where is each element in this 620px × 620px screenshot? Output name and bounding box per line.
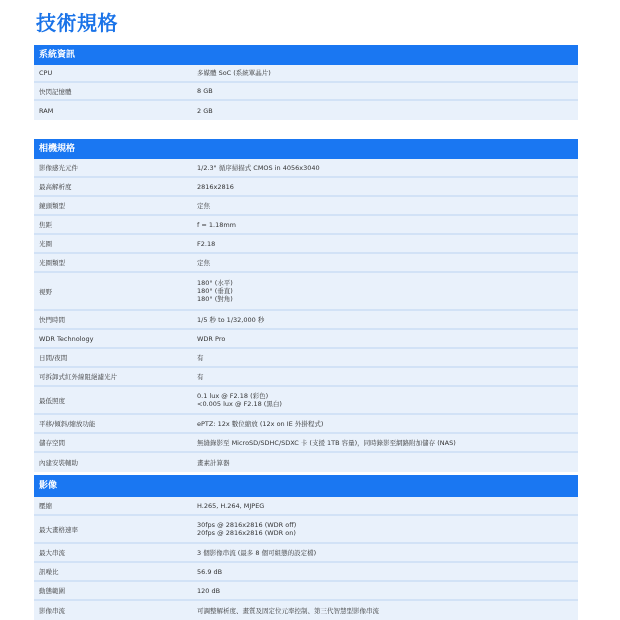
section-header: 系統資訊 [34, 45, 578, 65]
spec-row [34, 453, 578, 472]
spec-value: 56.9 dB [197, 567, 223, 576]
spec-row [34, 178, 578, 197]
spec-label: 最大串流 [39, 549, 65, 557]
spec-value: 畫素計算器 [197, 458, 230, 467]
spec-label: 儲存空間 [39, 439, 65, 447]
spec-row [34, 83, 578, 101]
spec-label: 快閃記憶體 [39, 87, 72, 96]
spec-value: 1/5 秒 to 1/32,000 秒 [197, 315, 265, 324]
spec-row [34, 235, 578, 254]
spec-value: 有 [197, 353, 204, 362]
spec-value: 定焦 [197, 258, 210, 267]
spec-label: 平移/傾斜/縮放功能 [39, 420, 96, 428]
spec-label: 日間/夜間 [39, 354, 68, 362]
spec-row [34, 197, 578, 216]
spec-label: 動態範圍 [39, 587, 65, 595]
section-header: 影像 [34, 475, 578, 497]
spec-value: 3 個影像串流 (最多 8 個可組態的設定檔) [197, 548, 317, 557]
spec-row [34, 601, 578, 620]
spec-label: WDR Technology [39, 334, 94, 343]
spec-row [34, 434, 578, 453]
spec-label: 最低照度 [39, 396, 65, 405]
spec-value: f = 1.18mm [197, 220, 237, 229]
spec-value: 無縫錄影至 MicroSD/SDHC/SDXC 卡 (支援 1TB 容量)，同時錄影至網路附加儲存 (NAS) [197, 438, 456, 447]
spec-value: 0.1 lux @ F2.18 (彩色) <0.005 lux @ F2.18 (黑白) [197, 392, 282, 408]
spec-row [34, 563, 578, 582]
spec-label: CPU [39, 69, 53, 77]
spec-row [34, 65, 578, 83]
spec-value: 2 GB [197, 106, 213, 115]
spec-label: 快門時間 [39, 316, 65, 324]
spec-value: 120 dB [197, 586, 221, 595]
spec-value: 1/2.3" 循序掃描式 CMOS in 4056x3040 [197, 163, 320, 172]
section-system-info [34, 45, 578, 120]
spec-row [34, 101, 578, 120]
spec-value: 30fps @ 2816x2816 (WDR off) 20fps @ 2816x2816 (WDR on) [197, 521, 297, 537]
spec-label: 內建安裝輔助 [39, 459, 78, 467]
spec-label: 鏡頭類型 [39, 202, 65, 210]
page-title: 技術規格 [36, 11, 118, 35]
spec-row [34, 311, 578, 330]
spec-value: 多媒體 SoC (系統單晶片) [197, 69, 271, 77]
spec-row [34, 544, 578, 563]
spec-label: RAM [39, 106, 54, 115]
spec-label: 視野 [39, 287, 52, 296]
spec-row [34, 349, 578, 368]
spec-row [34, 368, 578, 387]
spec-value: 可調整解析度、畫質及固定位元率控制、第三代智慧型影像串流 [197, 606, 379, 615]
section-video [34, 475, 578, 620]
spec-row [34, 330, 578, 349]
section-camera-specs [34, 139, 578, 472]
spec-label: 光圈 [39, 240, 52, 248]
spec-label: 壓縮 [39, 502, 52, 510]
spec-row [34, 254, 578, 273]
spec-label: 影像感光元件 [39, 164, 78, 172]
spec-row [34, 273, 578, 311]
spec-value: 180° (水平) 180° (垂直) 180° (對角) [197, 279, 233, 303]
spec-row [34, 216, 578, 235]
spec-row [34, 516, 578, 544]
spec-row [34, 497, 578, 516]
spec-value: F2.18 [197, 239, 216, 248]
spec-label: 焦距 [39, 221, 52, 229]
spec-value: 定焦 [197, 201, 210, 210]
spec-label: 最大畫格速率 [39, 525, 78, 534]
spec-row [34, 387, 578, 415]
spec-row [34, 415, 578, 434]
spec-value: 8 GB [197, 87, 213, 95]
spec-value: ePTZ: 12x 數位縮放 (12x on IE 外掛程式) [197, 419, 324, 428]
spec-label: 影像串流 [39, 607, 65, 615]
spec-value: 2816x2816 [197, 182, 234, 191]
section-header: 相機規格 [34, 139, 578, 159]
spec-row [34, 582, 578, 601]
spec-value: WDR Pro [197, 334, 226, 343]
spec-label: 可拆卸式紅外線阻絕濾光片 [39, 373, 117, 381]
spec-value: H.265, H.264, MJPEG [197, 501, 265, 510]
spec-value: 有 [197, 372, 204, 381]
spec-row [34, 159, 578, 178]
spec-label: 光圈類型 [39, 259, 65, 267]
spec-label: 訊噪比 [39, 568, 59, 576]
spec-label: 最高解析度 [39, 183, 72, 191]
